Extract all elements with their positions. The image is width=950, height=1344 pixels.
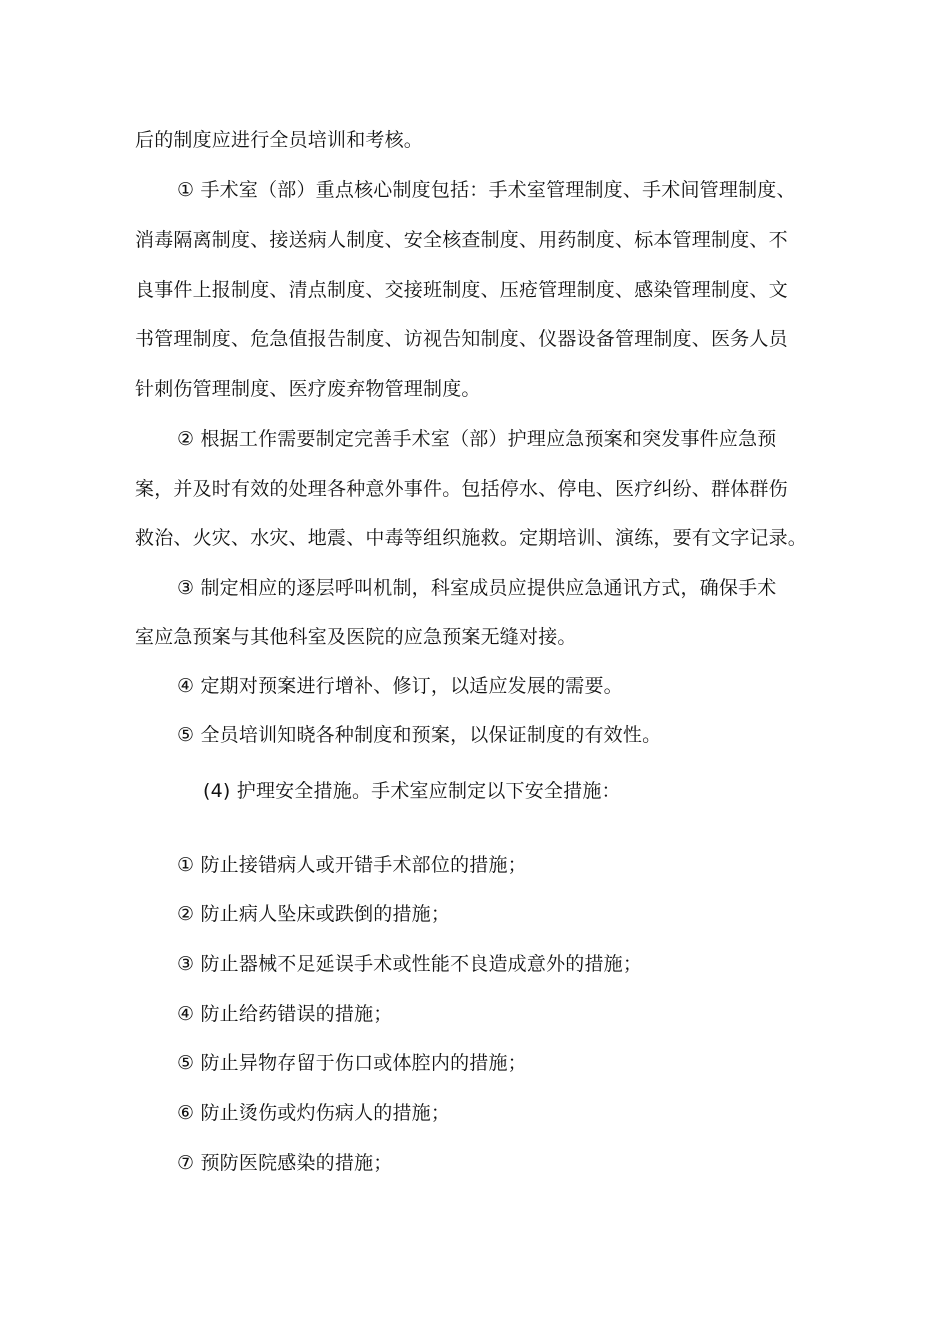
text-line: ③ 制定相应的逐层呼叫机制，科室成员应提供应急通讯方式，确保手术 xyxy=(177,577,777,599)
list-item: ⑤ 防止异物存留于伤口或体腔内的措施； xyxy=(177,1052,527,1074)
text-line: 书管理制度、危急值报告制度、访视告知制度、仪器设备管理制度、医务人员 xyxy=(135,328,788,350)
text-line: 良事件上报制度、清点制度、交接班制度、压疮管理制度、感染管理制度、文 xyxy=(135,279,788,301)
list-item: ① 防止接错病人或开错手术部位的措施； xyxy=(177,854,527,876)
text-line: 后的制度应进行全员培训和考核。 xyxy=(135,129,424,151)
section-heading: (4) 护理安全措施。手术室应制定以下安全措施： xyxy=(203,780,621,802)
list-item: ⑥ 防止烫伤或灼伤病人的措施； xyxy=(177,1102,451,1124)
text-line: 救治、火灾、水灾、地震、中毒等组织施救。定期培训、演练，要有文字记录。 xyxy=(135,527,808,549)
text-line: ④ 定期对预案进行增补、修订，以适应发展的需要。 xyxy=(177,675,623,697)
text-line: 消毒隔离制度、接送病人制度、安全核查制度、用药制度、标本管理制度、不 xyxy=(135,229,788,251)
text-line: ② 根据工作需要制定完善手术室（部）护理应急预案和突发事件应急预 xyxy=(177,428,777,450)
text-line: 室应急预案与其他科室及医院的应急预案无缝对接。 xyxy=(135,626,577,648)
text-line: 针刺伤管理制度、医疗废弃物管理制度。 xyxy=(135,378,481,400)
list-item: ③ 防止器械不足延误手术或性能不良造成意外的措施； xyxy=(177,953,643,975)
text-line: 案，并及时有效的处理各种意外事件。包括停水、停电、医疗纠纷、群体群伤 xyxy=(135,478,788,500)
text-line: ⑤ 全员培训知晓各种制度和预案，以保证制度的有效性。 xyxy=(177,724,662,746)
list-item: ⑦ 预防医院感染的措施； xyxy=(177,1152,393,1174)
list-item: ② 防止病人坠床或跌倒的措施； xyxy=(177,903,451,925)
text-line: ① 手术室（部）重点核心制度包括：手术室管理制度、手术间管理制度、 xyxy=(177,179,796,201)
list-item: ④ 防止给药错误的措施； xyxy=(177,1003,393,1025)
